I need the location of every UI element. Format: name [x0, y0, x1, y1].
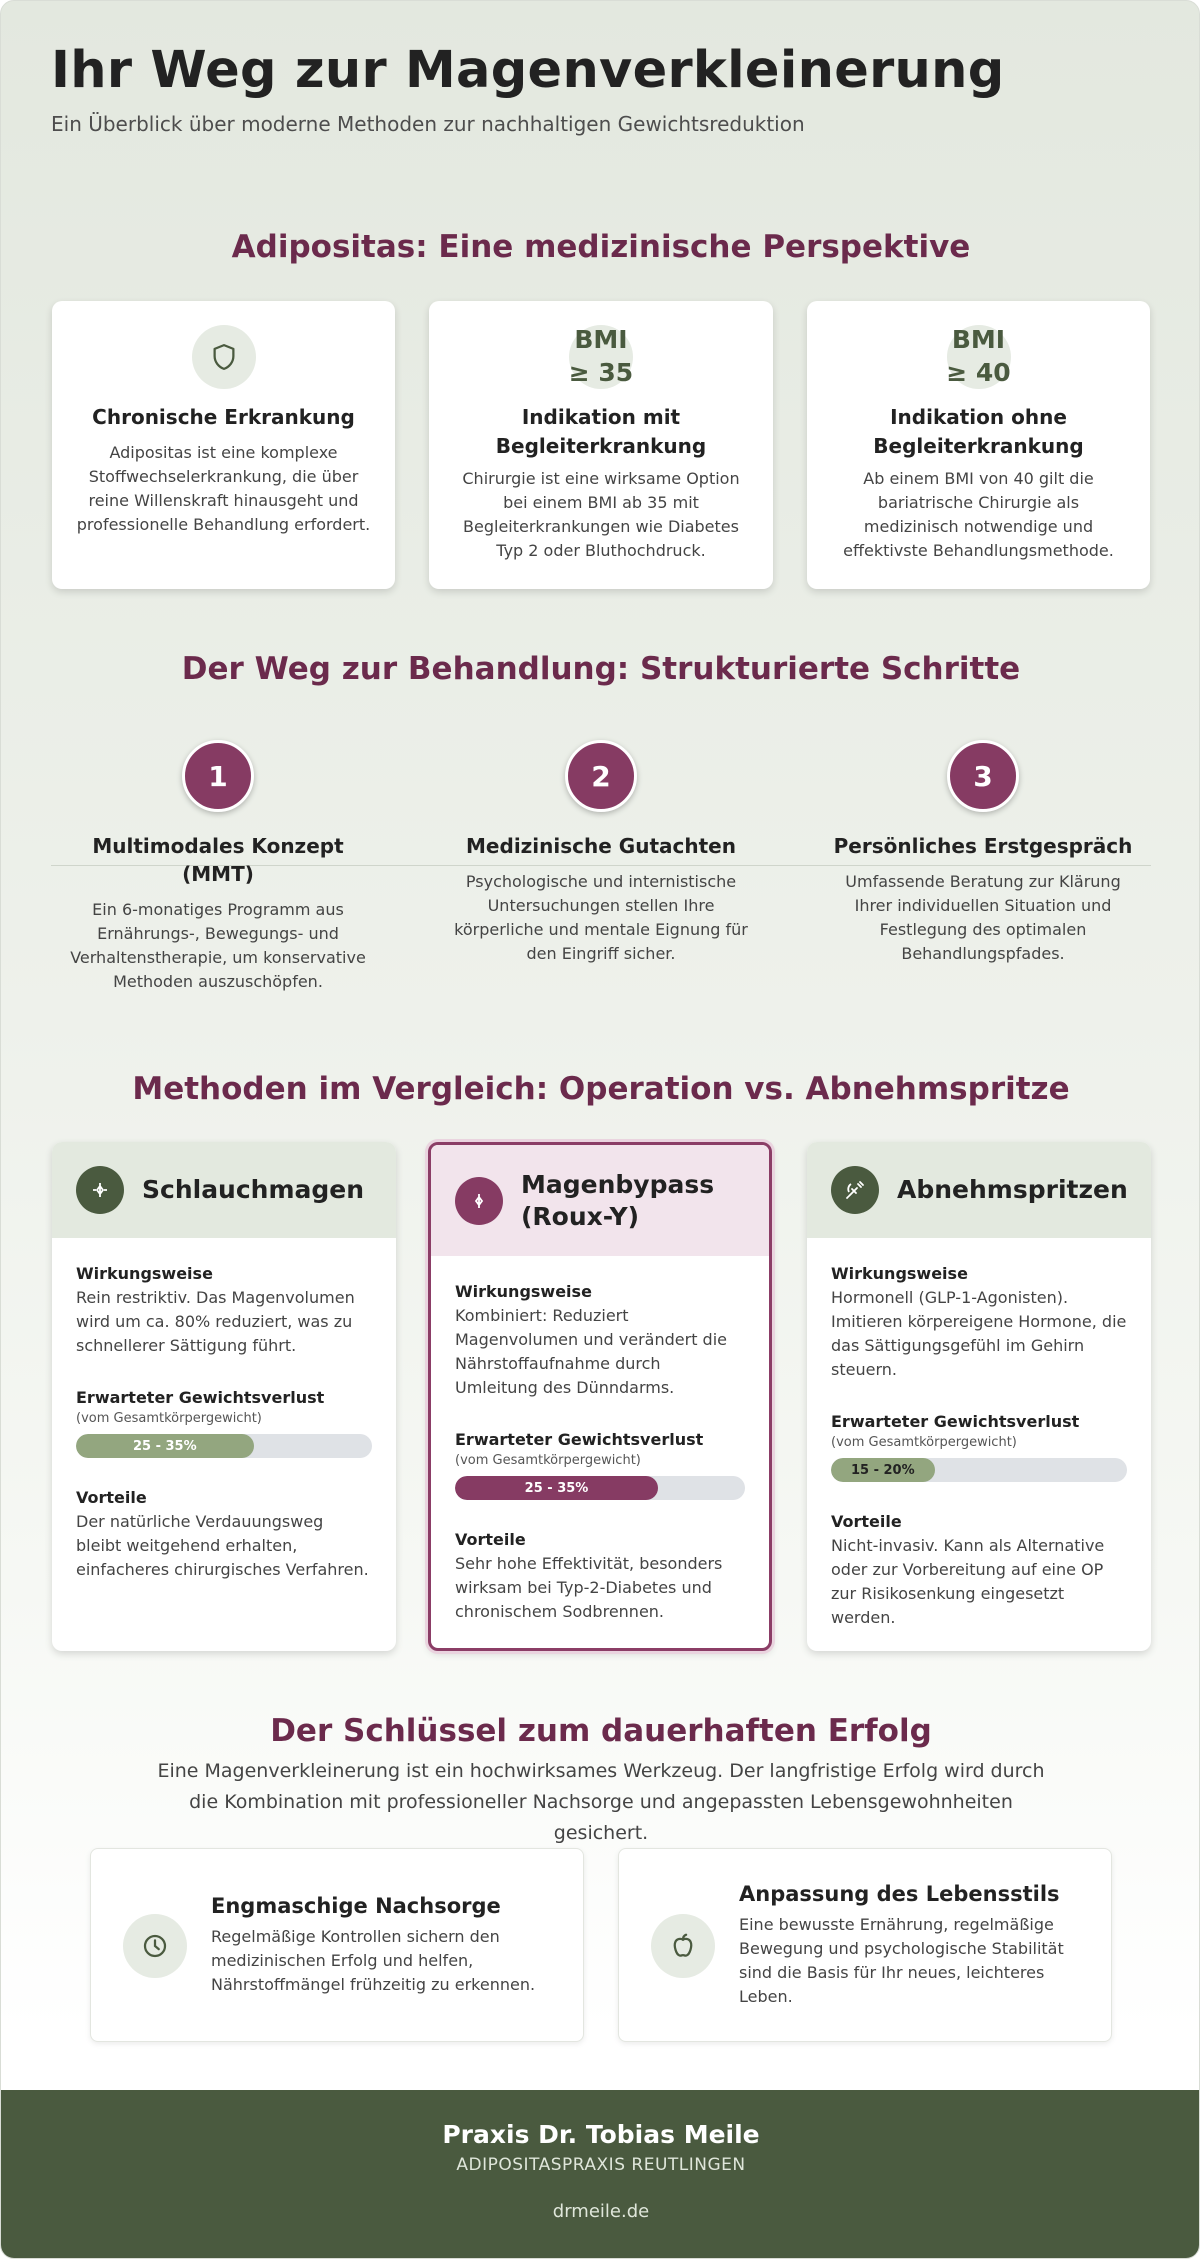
card-text: Ab einem BMI von 40 gilt die bariatrische Chirurgie als medizinisch notwendige und effektivste Behandlungsmethode. [843, 469, 1114, 560]
success-card-title: Anpassung des Lebensstils [739, 1882, 1060, 1906]
method-card-header [52, 1142, 396, 1238]
card-title: Chronische Erkrankung [92, 405, 355, 429]
loss-progress-bar [455, 1476, 745, 1500]
page-title: Ihr Weg zur Magenverkleinerung [51, 41, 1005, 100]
footer-practice-name: Praxis Dr. Tobias Meile [442, 2120, 760, 2149]
shield-icon [192, 325, 256, 389]
step-1 [48, 740, 388, 994]
header [51, 41, 1151, 136]
wirkung-text: Rein restriktiv. Das Magenvolumen wird um ca. 80% reduziert, was zu schnellerer Sättigung führt. [76, 1288, 355, 1355]
section-title-success: Der Schlüssel zum dauerhaften Erfolg [270, 1713, 932, 1749]
loss-progress-fill: 15 - 20% [831, 1458, 935, 1482]
bmi-label: BMI [574, 325, 628, 354]
method-name: Magenbypass (Roux-Y) [521, 1169, 715, 1231]
method-name: Schlauchmagen [142, 1175, 365, 1204]
step-number: 3 [947, 740, 1019, 812]
footer [1, 2090, 1200, 2259]
method-card-header [431, 1145, 769, 1256]
step-text: Ein 6-monatiges Programm aus Ernährungs-, Bewegungs- und Verhaltenstherapie, um konservative Methoden auszuschöpfen. [70, 900, 366, 991]
wirkung-text: Hormonell (GLP-1-Agonisten). Imitieren körpereigene Hormone, die das Sättigungsgefühl im Gehirn steuern. [831, 1288, 1127, 1379]
success-intro: Eine Magenverkleinerung ist ein hochwirksames Werkzeug. Der langfristige Erfolg wird durch die Kombination mit professioneller Nachsorge und angepassten Lebensgewohnheiten gesichert. [157, 1760, 1045, 1844]
loss-progress-bar [76, 1434, 372, 1458]
card-text: Adipositas ist eine komplexe Stoffwechselerkrankung, die über reine Willenskraft hinausgeht und professionelle Behandlung erfordert. [76, 443, 371, 534]
method-name: Abnehmspritzen [897, 1175, 1128, 1204]
success-card-title: Engmaschige Nachsorge [211, 1894, 501, 1918]
clock-icon [123, 1914, 187, 1978]
wirkung-label: Wirkungsweise [76, 1264, 213, 1283]
scalpel-icon [455, 1177, 503, 1225]
loss-label: Erwarteter Gewichtsverlust [76, 1388, 325, 1407]
method-card-header [807, 1142, 1151, 1238]
footer-subtitle: ADIPOSITASPRAXIS REUTLINGEN [456, 2155, 746, 2175]
footer-website-link[interactable]: drmeile.de [552, 2201, 650, 2222]
step-2 [431, 740, 771, 966]
success-card-nachsorge [90, 1848, 584, 2042]
success-card-lebensstil [618, 1848, 1112, 2042]
syringe-icon [831, 1166, 879, 1214]
bmi-badge [429, 323, 773, 389]
apple-icon [651, 1914, 715, 1978]
loss-progress-fill: 25 - 35% [455, 1476, 658, 1500]
loss-label: Erwarteter Gewichtsverlust [455, 1430, 704, 1449]
method-card-body [807, 1238, 1151, 1630]
section-title-steps: Der Weg zur Behandlung: Strukturierte Schritte [181, 651, 1021, 687]
loss-note: (vom Gesamtkörpergewicht) [831, 1435, 1017, 1450]
vorteile-text: Nicht-invasiv. Kann als Alternative oder zur Vorbereitung auf eine OP zur Risikosenkung eingesetzt werden. [831, 1536, 1105, 1627]
loss-progress-bar [831, 1458, 1127, 1482]
bmi-value: ≥ 40 [946, 358, 1011, 387]
wirkung-label: Wirkungsweise [831, 1264, 968, 1283]
loss-progress-fill: 25 - 35% [76, 1434, 254, 1458]
loss-label: Erwarteter Gewichtsverlust [831, 1412, 1080, 1431]
vorteile-label: Vorteile [455, 1530, 526, 1549]
card-text: Chirurgie ist eine wirksame Option bei einem BMI ab 35 mit Begleiterkrankungen wie Diabetes Typ 2 oder Bluthochdruck. [462, 469, 740, 560]
method-card-magenbypass [428, 1142, 772, 1651]
vorteile-text: Der natürliche Verdauungsweg bleibt weitgehend erhalten, einfacheres chirurgisches Verfahren. [76, 1512, 369, 1579]
bmi-label: BMI [951, 325, 1006, 354]
loss-note: (vom Gesamtkörpergewicht) [455, 1453, 641, 1468]
step-text: Psychologische und internistische Untersuchungen stellen Ihre körperliche und mentale Eignung für den Eingriff sicher. [454, 872, 748, 963]
method-card-body [431, 1256, 769, 1624]
vorteile-label: Vorteile [76, 1488, 147, 1507]
wirkung-label: Wirkungsweise [455, 1282, 592, 1301]
card-title: Indikation ohne Begleiterkrankung [873, 405, 1084, 458]
step-title: Multimodales Konzept (MMT) [92, 834, 344, 886]
loss-note: (vom Gesamtkörpergewicht) [76, 1411, 262, 1426]
section-title-perspective: Adipositas: Eine medizinische Perspektive [231, 229, 971, 265]
bmi-value: ≥ 35 [568, 358, 634, 387]
vorteile-label: Vorteile [831, 1512, 902, 1531]
step-3 [813, 740, 1153, 966]
method-card-body [52, 1238, 396, 1582]
step-title: Persönliches Erstgespräch [833, 834, 1133, 858]
info-card-bmi35 [429, 301, 773, 589]
step-number: 1 [182, 740, 254, 812]
page-subtitle: Ein Überblick über moderne Methoden zur nachhaltigen Gewichtsreduktion [51, 112, 805, 136]
card-title: Indikation mit Begleiterkrankung [495, 405, 707, 458]
wirkung-text: Kombiniert: Reduziert Magenvolumen und verändert die Nährstoffaufnahme durch Umleitung des Dünndarms. [455, 1306, 727, 1397]
success-card-text: Regelmäßige Kontrollen sichern den medizinischen Erfolg und helfen, Nährstoffmängel frühzeitig zu erkennen. [211, 1927, 536, 1994]
success-card-text: Eine bewusste Ernährung, regelmäßige Bewegung und psychologische Stabilität sind die Basis für Ihr neues, leichteres Leben. [739, 1915, 1064, 2006]
info-card-bmi40 [807, 301, 1150, 589]
scalpel-icon [76, 1166, 124, 1214]
bmi-badge [807, 323, 1150, 389]
method-card-abnehmspritzen [807, 1142, 1151, 1651]
step-number: 2 [565, 740, 637, 812]
step-title: Medizinische Gutachten [466, 834, 736, 858]
section-title-methods: Methoden im Vergleich: Operation vs. Abnehmspritze [132, 1071, 1070, 1107]
info-card-chronic [52, 301, 395, 589]
step-text: Umfassende Beratung zur Klärung Ihrer individuellen Situation und Festlegung des optimalen Behandlungspfades. [845, 872, 1121, 963]
method-card-schlauchmagen [52, 1142, 396, 1651]
vorteile-text: Sehr hohe Effektivität, besonders wirksam bei Typ-2-Diabetes und chronischem Sodbrennen. [455, 1554, 723, 1621]
